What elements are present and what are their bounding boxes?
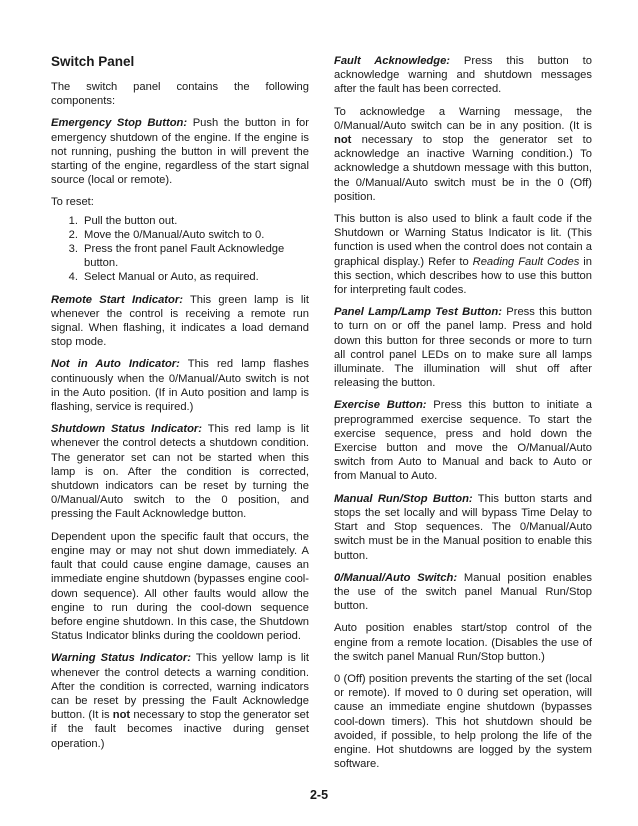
remote-start-paragraph: [51, 293, 309, 350]
shutdown-status-term: Shutdown Status Indicator:: [51, 423, 203, 436]
ack-warning-emphasis: not: [334, 134, 352, 147]
list-item: 3. Press the front panel Fault Acknowledge button.: [51, 242, 309, 270]
reset-steps-list: [51, 214, 309, 285]
remote-start-text: This green lamp is lit whenever the control is receiving a remote run signal. When flashing, it indicates a load demand stop mode.: [51, 293, 310, 349]
section-heading: Switch Panel: [51, 54, 135, 69]
panel-lamp-term: Panel Lamp/Lamp Test Button:: [334, 306, 502, 319]
exercise-paragraph: [334, 398, 592, 483]
blink-text: This button is also used to blink a fault code if the Shutdown or Warning Status Indicator is lit. (This function is used when the control does not contain a graphical display.) Refer to: [334, 213, 592, 268]
not-in-auto-term: Not in Auto Indicator:: [51, 358, 180, 371]
blink-paragraph: [334, 212, 592, 297]
list-item: 1. Pull the button out.: [51, 214, 309, 228]
list-item: 2. Move the 0/Manual/Auto switch to 0.: [51, 228, 309, 242]
exercise-term: Exercise Button:: [334, 399, 427, 412]
switch-paragraph: [334, 571, 592, 614]
manual-run-term: Manual Run/Stop Button:: [334, 492, 473, 505]
warning-status-emphasis: not: [112, 709, 131, 722]
left-column: [51, 54, 309, 759]
page-number: 2-5: [309, 788, 329, 802]
remote-start-term: Remote Start Indicator:: [51, 293, 183, 306]
blink-text-2: in this section, which describes how to use this button for interpreting fault codes.: [334, 255, 592, 297]
reset-intro: To reset:: [51, 196, 94, 209]
ack-warning-text-2: necessary to stop the generator set to acknowledge an inactive Warning condition.) To acknowledge a shutdown message with this button, the 0/Manual/Auto switch must be in the 0 (Off) position.: [334, 134, 592, 203]
list-item: 4. Select Manual or Auto, as required.: [51, 270, 309, 284]
switch-text: Manual position enables the use of the switch panel Manual Run/Stop button.: [334, 571, 592, 613]
dependent-paragraph: Dependent upon the specific fault that occurs, the engine may or may not shut down immediately. A fault that could cause engine damage, causes an immediate engine shutdown (bypasses engine cool-down sequence). All other faults would allow the engine to run during the cool-down sequence before engine shutdown. In this case, the Shutdown Status Indicator blinks during the cooldown period.: [51, 530, 309, 643]
warning-status-term: Warning Status Indicator:: [51, 652, 191, 665]
manual-run-text: This button starts and stops the set locally and will bypass Time Delay to Start and Stop sequences. The 0/Manual/Auto switch must be in the Manual position to enable this button.: [334, 492, 592, 562]
intro-paragraph: The switch panel contains the following components:: [51, 81, 309, 108]
shutdown-status-paragraph: [51, 422, 309, 521]
not-in-auto-text: This red lamp flashes continuously when the 0/Manual/Auto switch is not in the Auto position. (If in Auto position and lamp is flashing, service is required.): [51, 358, 309, 414]
auto-position-paragraph: Auto position enables start/stop control of the engine from a remote location. (Disables the use of the switch panel Manual Run/Stop button.): [334, 622, 592, 663]
fault-ack-text: Press this button to acknowledge warning and shutdown messages after the fault has been corrected.: [334, 55, 592, 96]
ack-warning-text: To acknowledge a Warning message, the 0/Manual/Auto switch can be in any position. (It is: [334, 105, 592, 132]
reset-step-text: Pull the button out.: [84, 214, 178, 227]
fault-ack-term: Fault Acknowledge:: [334, 55, 451, 67]
manual-run-paragraph: [334, 492, 592, 563]
right-column: [334, 54, 592, 779]
fault-ack-paragraph: [334, 54, 592, 97]
panel-lamp-paragraph: [334, 305, 592, 390]
reset-step-text: Move the 0/Manual/Auto switch to 0.: [84, 228, 265, 241]
reset-step-text: Press the front panel Fault Acknowledge button.: [84, 243, 285, 270]
warning-status-text: This yellow lamp is lit whenever the control detects a warning condition. After the condition is corrected, warning indicators can be reset by pressing the Fault Acknowledge button. (It is: [51, 652, 309, 722]
reading-fault-codes-reference: Reading Fault Codes: [472, 255, 580, 268]
shutdown-status-text: This red lamp is lit whenever the control detects a shutdown condition. The generator set can not be started when this lamp is on. After the condition is corrected, shutdown indicators can be reset by turning the 0/Manual/Auto switch to the 0 position, and pressing the Fault Acknowledge button.: [51, 423, 309, 521]
ack-warning-paragraph: [334, 105, 592, 204]
exercise-text: Press this button to initiate a preprogrammed exercise sequence. To start the exercise sequence, press and hold down the Exercise button and move the O/Manual/Auto switch from Auto to Manual and back to Auto or from Manual to Auto.: [334, 399, 593, 483]
warning-status-paragraph: [51, 651, 309, 750]
panel-lamp-text: Press this button to turn on or off the panel lamp. Press and hold down this button for three seconds or more to turn all control panel LEDs on to make sure all lamps illuminate. The illumination will shut off after releasing the button.: [334, 306, 592, 390]
warning-status-text-2: necessary to stop the generator set if the fault becomes inactive during genset operation.): [51, 709, 310, 750]
switch-term: 0/Manual/Auto Switch:: [334, 571, 458, 584]
off-position-paragraph: 0 (Off) position prevents the starting of the set (local or remote). If moved to 0 during set operation, will cause an immediate engine shutdown (bypasses cool-down timers). This hot shutdown should be avoided, if possible, to help prolong the life of the engine. Hot shutdowns are logged by the system software.: [334, 672, 592, 771]
emergency-stop-text: Push the button in for emergency shutdown of the engine. If the engine is not running, pushing the button in will prevent the starting of the engine, regardless of the start signal source (local or remote).: [51, 117, 309, 187]
reset-step-text: Select Manual or Auto, as required.: [84, 271, 259, 284]
not-in-auto-paragraph: [51, 357, 309, 414]
emergency-stop-paragraph: [51, 116, 309, 187]
emergency-stop-term: Emergency Stop Button:: [51, 117, 188, 130]
